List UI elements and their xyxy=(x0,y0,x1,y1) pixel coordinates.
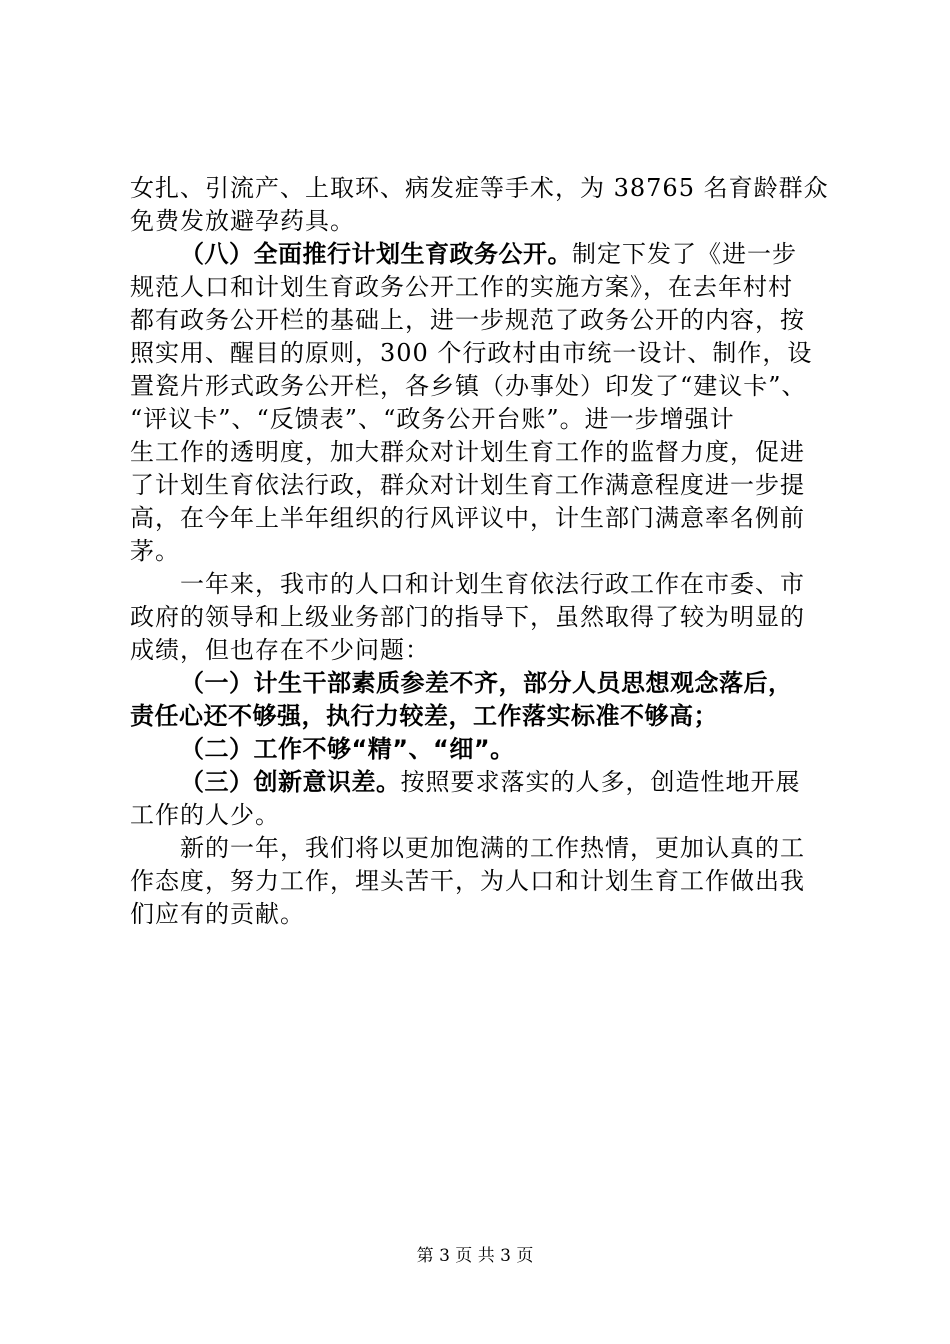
text-line: “评议卡”、“反馈表”、“政务公开台账”。进一步增强计 xyxy=(130,405,735,433)
page-number-footer: 第 3 页 共 3 页 xyxy=(416,1246,534,1266)
summary-paragraph-start: 一年来，我市的人口和计划生育依法行政工作在市委、市 xyxy=(180,570,805,598)
problem-1-continuation: 责任心还不够强，执行力较差，工作落实标准不够高； xyxy=(130,702,718,730)
text-line: 政府的领导和上级业务部门的指导下，虽然取得了较为明显的 xyxy=(130,603,805,631)
problem-3-text: 按照要求落实的人多，创造性地开展 xyxy=(400,768,801,796)
problem-1-heading: （一）计生干部素质参差不齐，部分人员思想观念落后， xyxy=(180,669,793,697)
text-line: 作态度，努力工作，埋头苦干，为人口和计划生育工作做出我 xyxy=(130,867,805,895)
text-line: 工作的人少。 xyxy=(130,801,280,829)
document-body xyxy=(130,172,829,931)
text-line: 女扎、引流产、上取环、病发症等手术，为 38765 名育龄群众 xyxy=(130,174,829,202)
text-line: 生工作的透明度，加大群众对计划生育工作的监督力度，促进 xyxy=(130,438,805,466)
text-line: 茅。 xyxy=(130,537,180,565)
section-8-text: 制定下发了《进一步 xyxy=(572,240,797,268)
problem-2-heading: （二）工作不够“精”、“细”。 xyxy=(180,735,515,763)
section-8-heading: （八）全面推行计划生育政务公开。 xyxy=(180,240,572,268)
problem-3-heading: （三）创新意识差。 xyxy=(180,768,401,796)
section-8-paragraph xyxy=(130,238,820,271)
text-line: 了计划生育依法行政，群众对计划生育工作满意程度进一步提 xyxy=(130,471,805,499)
text-line: 们应有的贡献。 xyxy=(130,900,305,928)
closing-paragraph-start: 新的一年，我们将以更加饱满的工作热情，更加认真的工 xyxy=(180,834,805,862)
text-line: 高，在今年上半年组织的行风评议中，计生部门满意率名例前 xyxy=(130,504,805,532)
text-line: 成绩，但也存在不少问题： xyxy=(130,636,430,664)
text-line: 免费发放避孕药具。 xyxy=(130,207,355,235)
problem-3-paragraph xyxy=(130,766,820,799)
text-line: 置瓷片形式政务公开栏，各乡镇（办事处）印发了“建议卡”、 xyxy=(130,372,807,400)
text-line: 照实用、醒目的原则，300 个行政村由市统一设计、制作，设 xyxy=(130,339,813,367)
text-line: 都有政务公开栏的基础上，进一步规范了政务公开的内容，按 xyxy=(130,306,805,334)
text-line: 规范人口和计划生育政务公开工作的实施方案》，在去年村村 xyxy=(130,273,793,301)
